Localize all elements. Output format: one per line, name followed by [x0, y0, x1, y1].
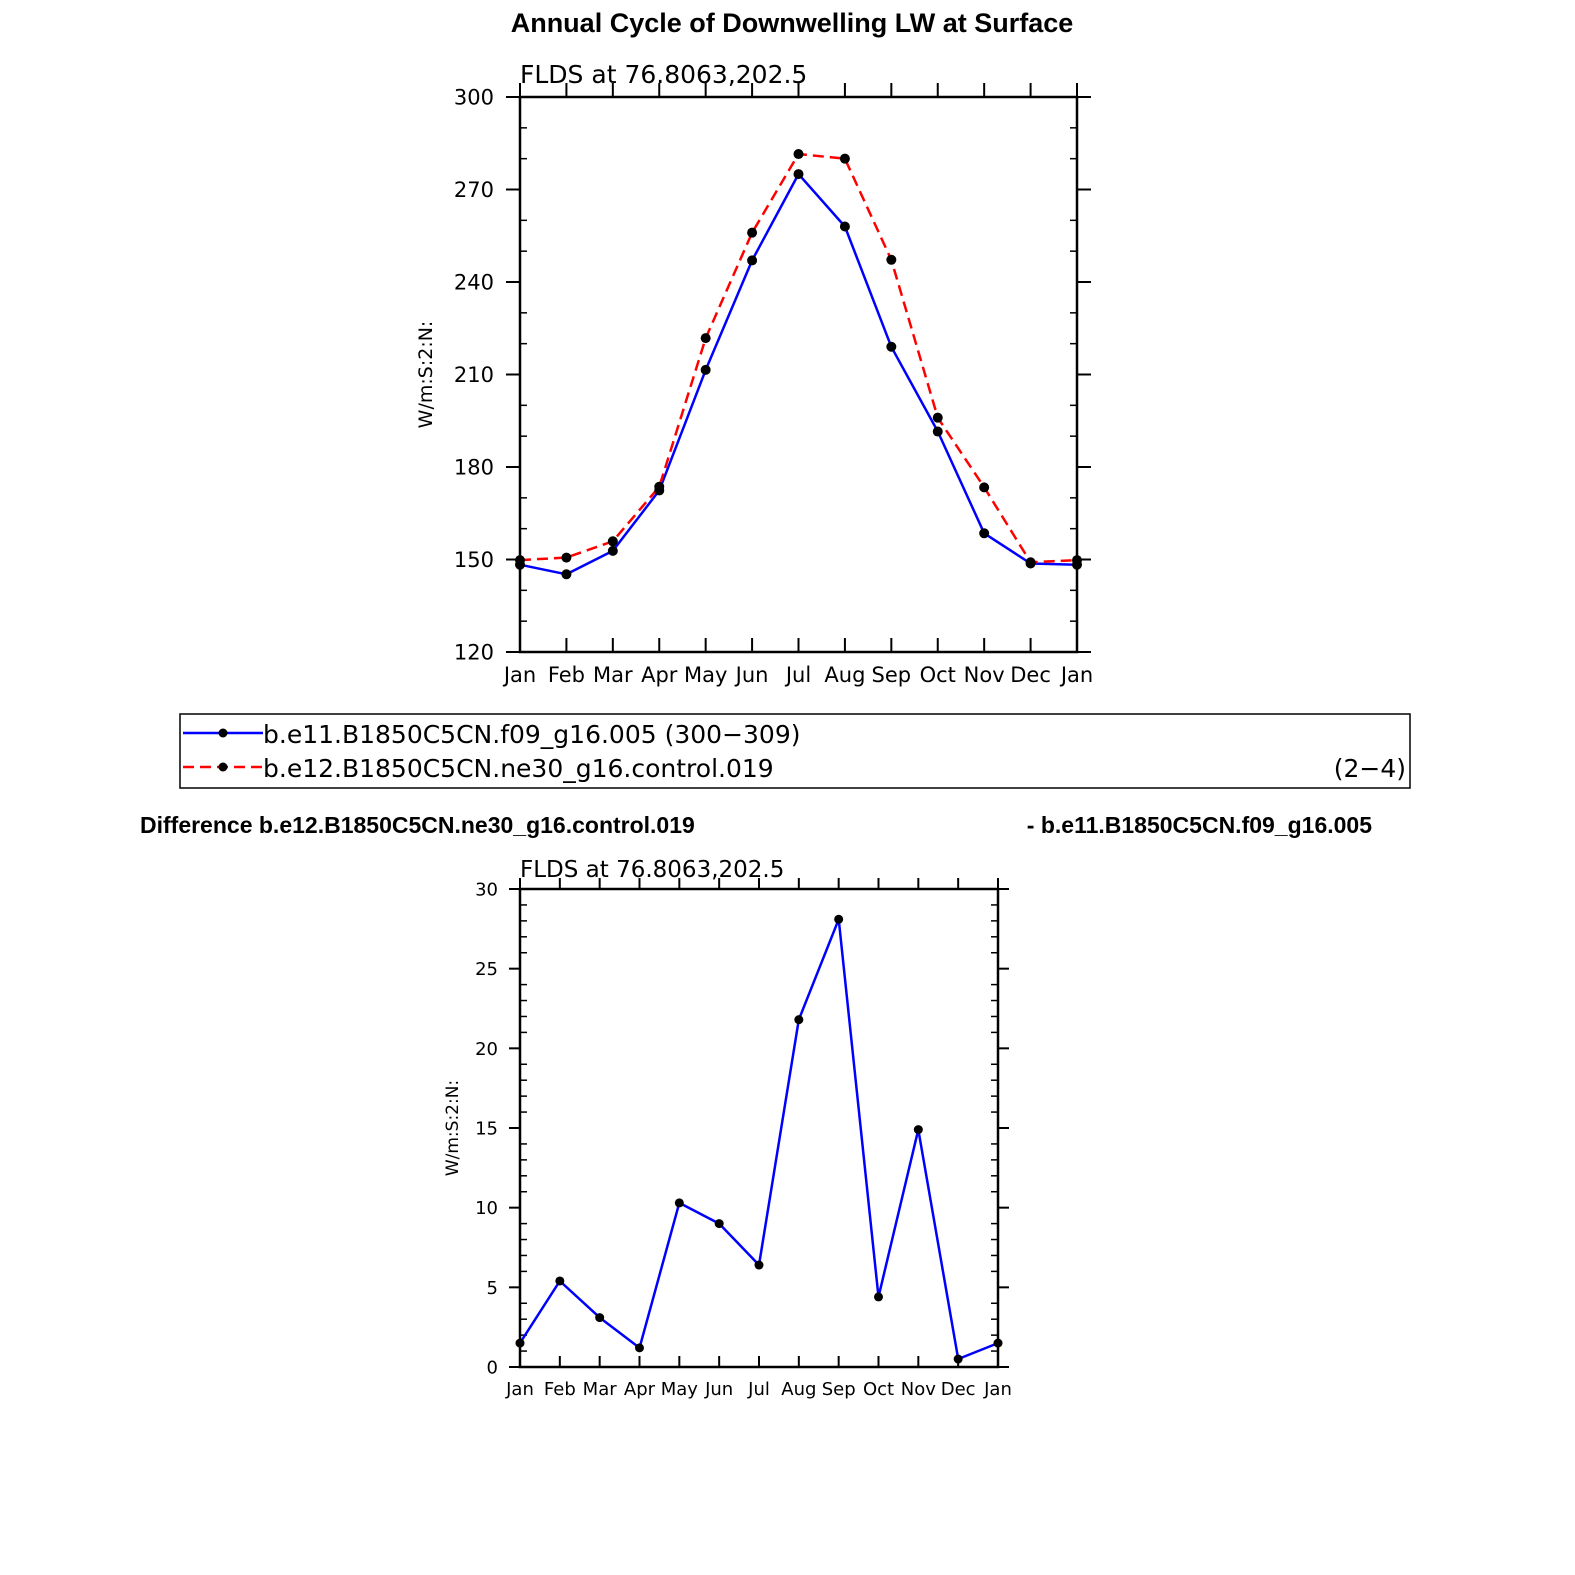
- y-tick-label: 300: [453, 85, 494, 110]
- x-tick-label: Jan: [506, 1379, 534, 1400]
- data-point-s1: [979, 528, 989, 538]
- data-point-s2: [1072, 555, 1082, 565]
- x-tick-label: Feb: [543, 1379, 576, 1400]
- legend: [180, 714, 1410, 788]
- y-tick-label: 10: [475, 1198, 498, 1220]
- x-tick-label: Jun: [735, 663, 769, 687]
- plot-frame: [520, 97, 1077, 652]
- y-tick-label: 180: [453, 455, 494, 480]
- diff-title-right: - b.e11.B1850C5CN.f09_g16.005: [1026, 812, 1372, 838]
- data-point-s2: [1026, 557, 1036, 567]
- y-tick-label: 30: [475, 879, 498, 901]
- data-point-s1: [755, 1261, 764, 1270]
- data-point-s1: [994, 1339, 1003, 1348]
- data-point-s2: [933, 413, 943, 423]
- legend-label-2: b.e12.B1850C5CN.ne30_g16.control.019: [263, 754, 774, 783]
- x-tick-label: Apr: [623, 1379, 656, 1400]
- y-tick-label: 240: [453, 270, 494, 295]
- y-tick-label: 20: [475, 1038, 498, 1060]
- y-tick-label: 25: [475, 959, 498, 981]
- x-tick-label: Jan: [1060, 663, 1094, 687]
- x-tick-label: Nov: [900, 1379, 936, 1400]
- series-line-1: [520, 919, 998, 1359]
- y-tick-label: 120: [453, 640, 494, 665]
- data-point-s1: [794, 1015, 803, 1024]
- y-tick-label: 15: [475, 1118, 498, 1140]
- data-point-s1: [555, 1276, 564, 1285]
- data-point-s1: [914, 1125, 923, 1134]
- y-tick-label: 0: [486, 1357, 498, 1379]
- data-point-s2: [979, 482, 989, 492]
- legend-marker: [219, 729, 228, 738]
- data-point-s2: [840, 154, 850, 164]
- x-tick-label: Jan: [984, 1379, 1012, 1400]
- legend-marker: [219, 763, 228, 772]
- x-tick-label: Apr: [641, 663, 678, 687]
- data-point-s2: [886, 255, 896, 265]
- x-tick-label: Dec: [1010, 663, 1051, 687]
- data-point-s1: [675, 1198, 684, 1207]
- series-line-2: [520, 154, 1077, 562]
- data-point-s1: [595, 1313, 604, 1322]
- data-point-s2: [747, 228, 757, 238]
- x-tick-label: Nov: [963, 663, 1005, 687]
- y-axis-label: W/m:S:2:N:: [415, 320, 437, 429]
- data-point-s1: [608, 546, 618, 556]
- data-point-s1: [747, 255, 757, 265]
- y-tick-label: 5: [486, 1277, 498, 1299]
- data-point-s1: [933, 427, 943, 437]
- data-point-s2: [515, 555, 525, 565]
- x-tick-label: Oct: [919, 663, 956, 687]
- data-point-s1: [635, 1343, 644, 1352]
- y-tick-label: 210: [453, 363, 494, 388]
- y-tick-label: 150: [453, 548, 494, 573]
- x-tick-label: Feb: [547, 663, 586, 687]
- x-tick-label: Mar: [582, 1379, 617, 1400]
- data-point-s1: [561, 569, 571, 579]
- y-axis-label: W/m:S:2:N:: [443, 1079, 463, 1177]
- x-tick-label: May: [660, 1379, 698, 1400]
- main-title: Annual Cycle of Downwelling LW at Surface: [510, 8, 1074, 38]
- x-tick-label: Jul: [785, 663, 812, 687]
- x-tick-label: Dec: [940, 1379, 976, 1400]
- data-point-s2: [561, 553, 571, 563]
- series-line-1: [520, 174, 1077, 574]
- data-point-s2: [654, 482, 664, 492]
- data-point-s1: [701, 365, 711, 375]
- x-tick-label: Jul: [748, 1379, 770, 1400]
- plot-frame: [520, 889, 998, 1367]
- data-point-s1: [516, 1339, 525, 1348]
- data-point-s1: [794, 169, 804, 179]
- legend-entry-1: [183, 720, 801, 749]
- data-point-s2: [794, 149, 804, 159]
- data-point-s1: [874, 1292, 883, 1301]
- y-tick-label: 270: [453, 178, 494, 203]
- x-tick-label: Aug: [824, 663, 866, 687]
- legend-label-1: b.e11.B1850C5CN.f09_g16.005 (300−309): [263, 720, 801, 749]
- data-point-s1: [886, 342, 896, 352]
- data-point-s1: [715, 1219, 724, 1228]
- x-tick-label: Sep: [821, 1379, 856, 1400]
- x-tick-label: May: [683, 663, 728, 687]
- annual-cycle-chart: [415, 60, 1093, 687]
- legend-suffix-2: (2−4): [1333, 754, 1406, 783]
- x-tick-label: Jan: [503, 663, 537, 687]
- data-point-s1: [840, 222, 850, 232]
- x-tick-label: Sep: [871, 663, 912, 687]
- diff-title-left: Difference b.e12.B1850C5CN.ne30_g16.control.019: [140, 812, 695, 838]
- data-point-s1: [954, 1355, 963, 1364]
- x-tick-label: Mar: [593, 663, 633, 687]
- chart-subtitle: FLDS at 76.8063,202.5: [520, 60, 808, 89]
- data-point-s2: [608, 536, 618, 546]
- data-point-s1: [834, 915, 843, 924]
- x-tick-label: Oct: [862, 1379, 895, 1400]
- x-tick-label: Jun: [705, 1379, 734, 1400]
- chart-subtitle: FLDS at 76.8063,202.5: [520, 857, 785, 883]
- difference-chart: [443, 857, 1012, 1400]
- x-tick-label: Aug: [781, 1379, 817, 1400]
- data-point-s2: [701, 333, 711, 343]
- legend-entry-2: [183, 754, 1406, 783]
